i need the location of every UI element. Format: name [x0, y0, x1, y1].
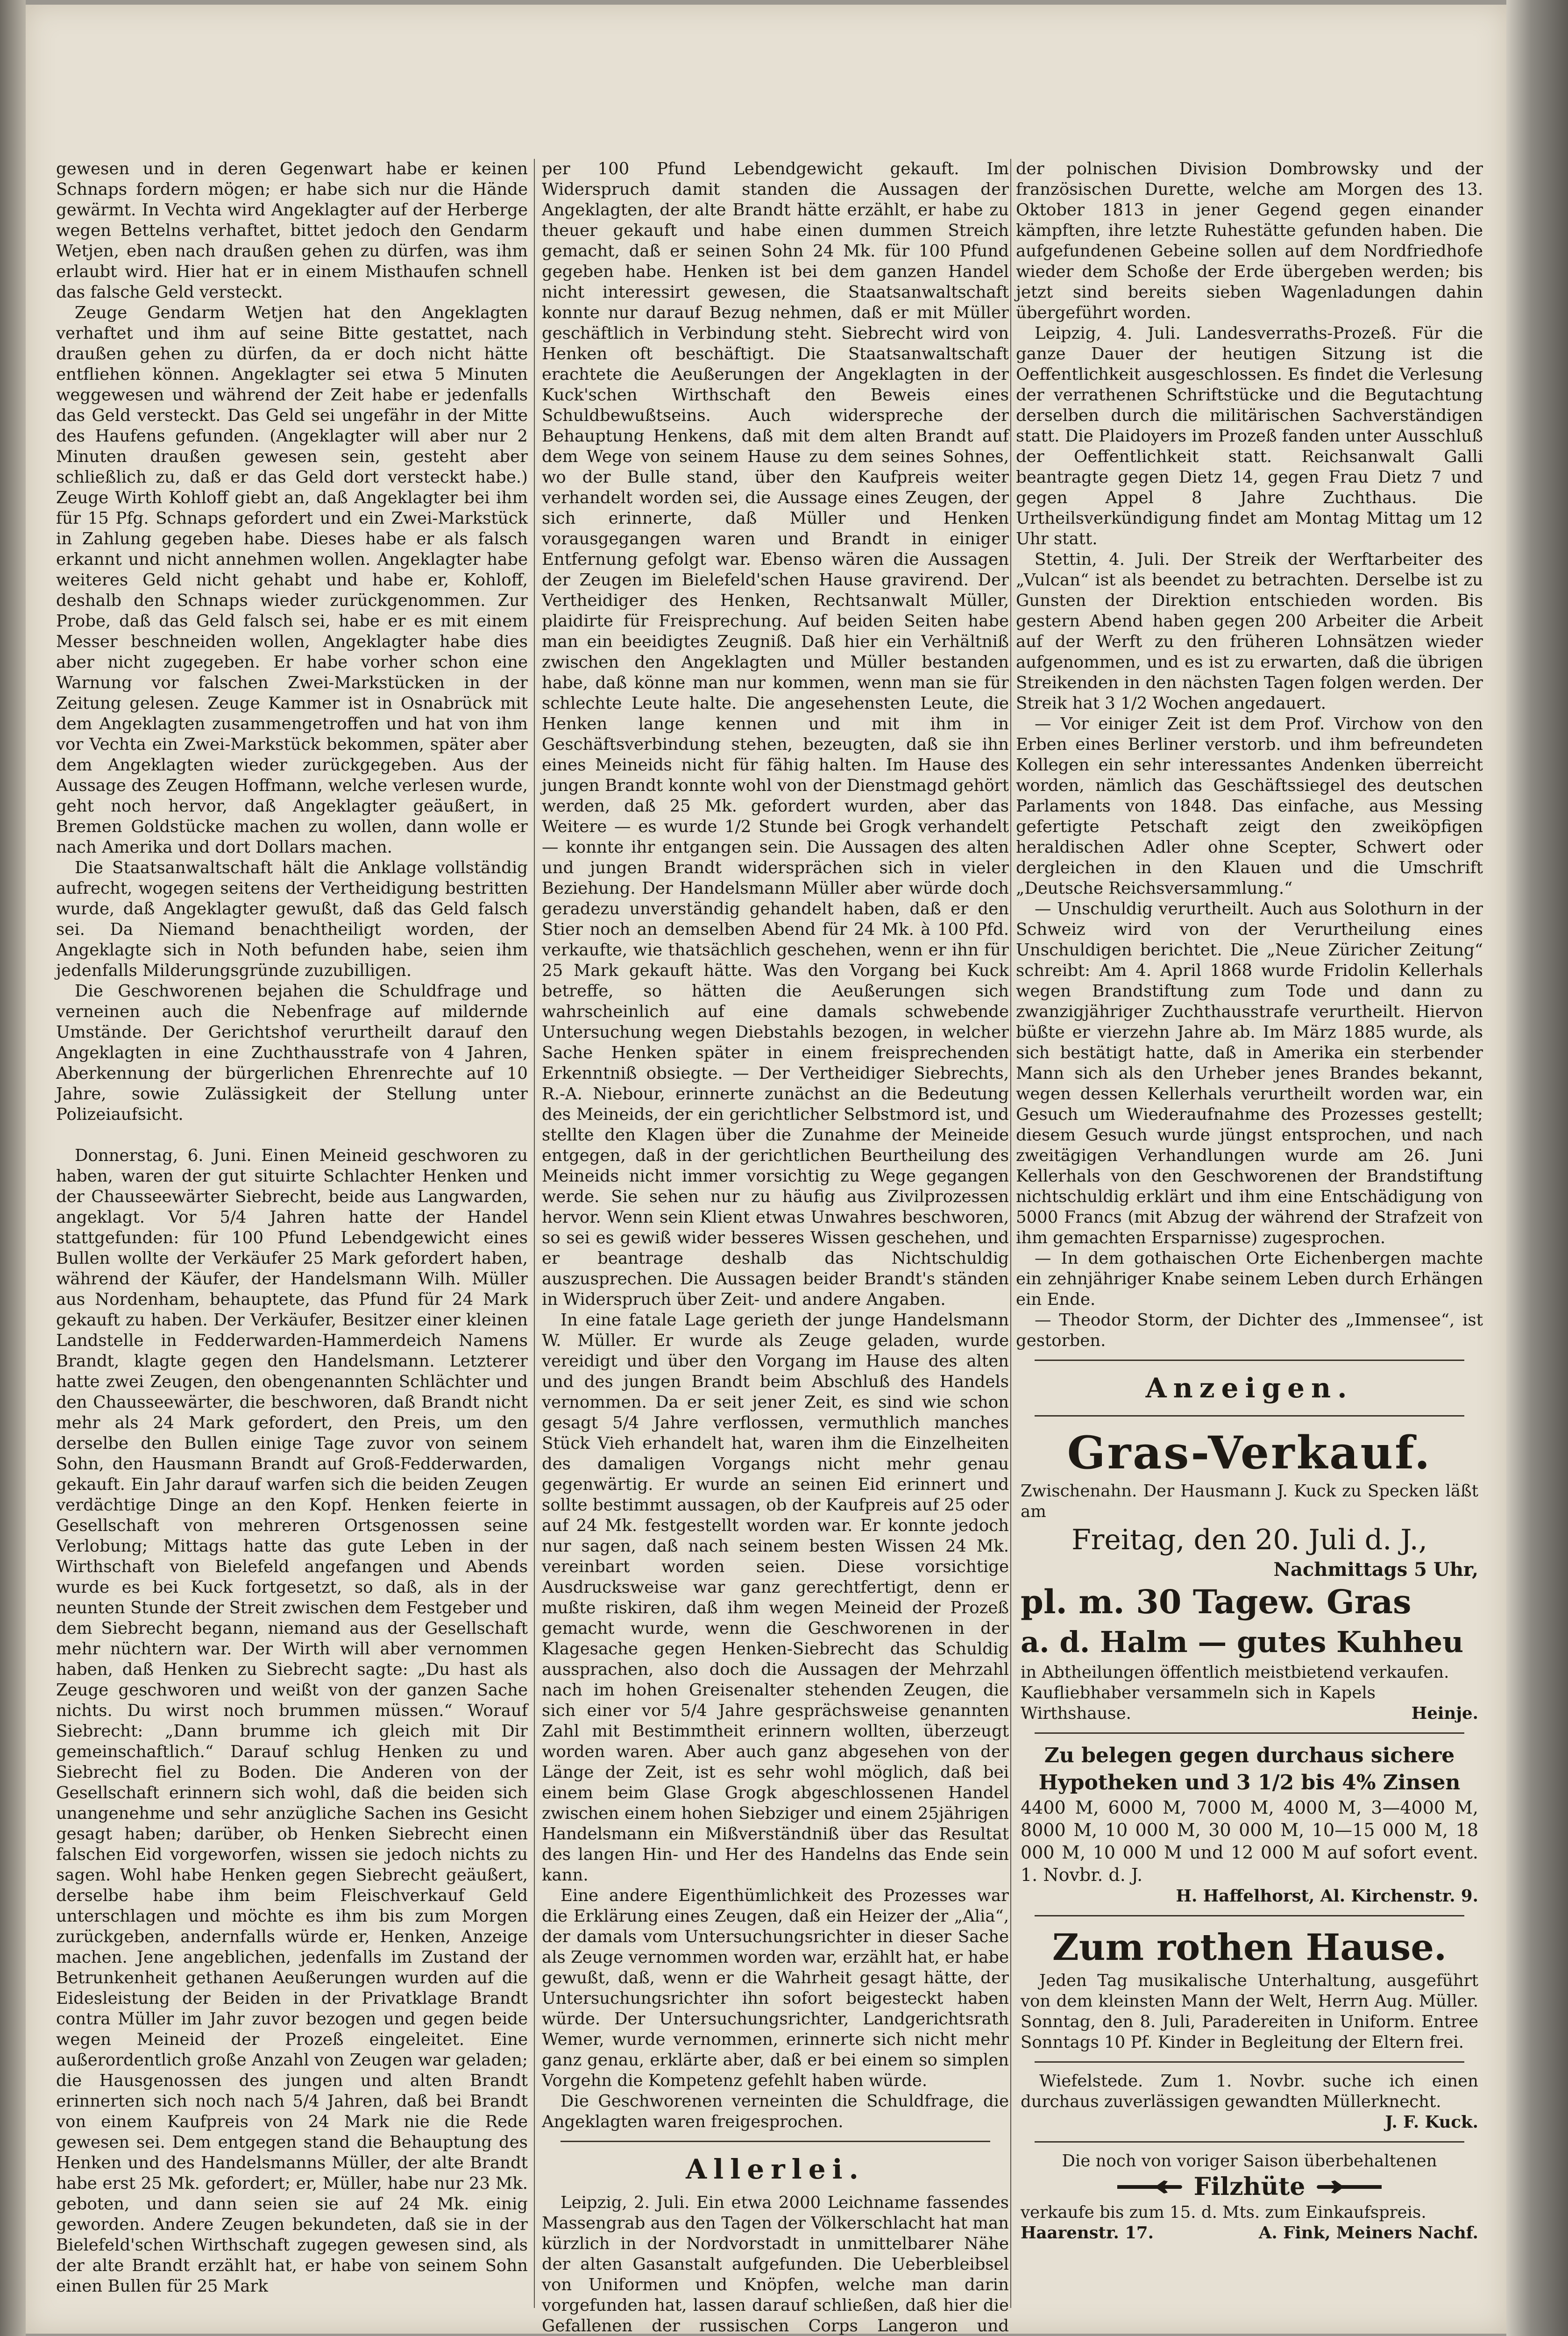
section-divider	[1035, 1360, 1464, 1361]
article-paragraph: Leipzig, 4. Juli. Landesverraths-Prozeß. Für die ganze Dauer der heutigen Sitzung ist die Oeffentlichkeit ausgeschlossen. Es findet die Verlesung der verrathenen Schriftstücke und die Begutachtung derselben durch die militärischen Sachverständigen statt. Die Plaidoyers im Prozeß fanden unter Ausschluß der Oeffentlichkeit statt. Reichsanwalt Galli beantragte gegen Dietz 14, gegen Frau Dietz 7 und gegen Appel 8 Jahre Zuchthaus. Die Urtheilsverkündigung findet am Montag Mittag um 12 Uhr statt.	[1016, 324, 1483, 548]
ad-body: 4400 M, 6000 M, 7000 M, 4000 M, 3—4000 M, 8000 M, 10 000 M, 30 000 M, 10—15 000 M, 18 000 M, 10 000 M und 12 000 M auf sofort event. 1. Novbr. d. J.	[1021, 1797, 1478, 1885]
binding-edge	[1506, 0, 1568, 2336]
pointing-hand-icon	[1313, 2177, 1384, 2197]
ad-time: Nachmittags 5 Uhr,	[1273, 1559, 1478, 1581]
article-paragraph: Donnerstag, 6. Juni. Einen Meineid geschworen zu haben, waren der gut situirte Schlachter Henken und der Chausseewärter Siebrecht, beide aus Langwarden, angeklagt. Vor 5/4 Jahren hatte der Handel stattgefunden: für 100 Pfund Lebendgewicht eines Bullen wollte der Verkäufer 25 Mark gefordert haben, während der Käufer, der Handelsmann Wilh. Müller aus Nordenham, behauptete, das Pfund für 24 Mark gekauft zu haben. Der Verkäufer, Besitzer einer kleinen Landstelle in Fedderwarden-Hammerdeich Namens Brandt, klagte gegen den Handelsmann. Letzterer hatte zwei Zeugen, den obengenannten Schlächter und den Chausseewärter, die beschworen, daß Brandt nicht mehr als 24 Mark gefordert, den Preis, um den derselbe den Bullen einige Tage zuvor von seinem Sohn, den Hausmann Brandt auf Groß-Fedderwarden, gekauft. Ein Jahr darauf warfen sich die beiden Zeugen verdächtige Dinge an den Kopf. Henken feierte in Gesellschaft von mehreren Ortsgenossen seine Verlobung; Mittags hatte das gute Leben in der Wirthschaft von Bielefeld angefangen und Abends wurde es bei Kuck fortgesetzt, so daß, als in der neunten Stunde der Streit zwischen dem Festgeber und dem Siebrecht begann, niemand aus der Gesellschaft mehr nüchtern war. Der Wirth will aber vernommen haben, daß Henken zu Siebrecht sagte: „Du hast als Zeuge geschworen und weißt von der ganzen Sache nichts. Du wirst noch brummen müssen.“ Worauf Siebrecht: „Dann brumme ich gleich mit Dir gemeinschaftlich.“ Darauf schlug Henken zu und Siebrecht fiel zu Boden. Die Anderen von der Gesellschaft erinnern sich wohl, daß die beiden sich unangenehme und sehr anzügliche Sachen ins Gesicht gesagt haben; darüber, ob Henken Siebrecht einen falschen Eid vorgeworfen, wissen sie jedoch nichts zu sagen. Wohl habe Henken gegen Siebrecht geäußert, derselbe habe ihm beim Fleischverkauf Geld unterschlagen und möchte es ihm bis zum Morgen zurückgeben, andernfalls würde er, Henken, Anzeige machen. Jene angeblichen, jedenfalls im Zustand der Betrunkenheit gethanen Aeußerungen wurden auf die Eidesleistung der Beiden in der Privatklage Brandt contra Müller im Jahr zuvor bezogen und gegen beide wegen Meineid der Prozeß eingeleitet. Eine außerordentlich große Anzahl von Zeugen war geladen; die Hausgenossen des jungen und alten Brandt erinnerten sich noch nach 5/4 Jahren, daß bei Brandt von einem Kaufpreis von 24 Mark nie die Rede gewesen sei. Dem entgegen stand die Behauptung des Henken und des Handelsmanns Müller, der alte Brandt habe erst 25 Mk. gefordert; er, Müller, habe nur 23 Mk. geboten, und dann seien sie auf 24 Mk. einig geworden. Andere Zeugen bekundeten, daß sie in der Bielefeld'schen Wirthschaft zugegen gewesen sind, als der alte Brandt erzählt hat, er habe von seinem Sohn einen Bullen für 25 Mark	[56, 1146, 528, 2296]
article-paragraph: Die Staatsanwaltschaft hält die Anklage vollständig aufrecht, wogegen seitens der Vertheidigung bestritten wurde, daß Angeklagter gewußt, daß das Geld falsch sei. Da Niemand benachtheiligt worden, der Angeklagte sich in Noth befunden habe, seien ihm jedenfalls Milderungsgründe zuzubilligen.	[56, 858, 528, 980]
ad-title: Gras-Verkauf.	[1067, 1426, 1432, 1479]
column-divider	[1010, 159, 1011, 2308]
column-1	[56, 159, 528, 2299]
article-paragraph: Die Geschworenen verneinten die Schuldfrage, die Angeklagten waren freigesprochen.	[542, 2092, 1009, 2131]
ad-title: Filzhüte	[1193, 2172, 1305, 2201]
article-paragraph: Eine andere Eigenthümlichkeit des Prozesses war die Erklärung eines Zeugen, daß ein Heizer der „Alia“, der damals vom Untersuchungsrichter in dieser Sache als Zeuge vernommen worden war, erzählt hat, er habe gewußt, daß, wenn er die Wahrheit gesagt hätte, der Untersuchungsrichter ihn sofort beigesteckt haben würde. Der Untersuchungsrichter, Landgerichtsrath Wemer, wurde vernommen, erinnerte sich nicht mehr ganz genau, erklärte aber, daß er bei einem so simplen Vorgehn die Kompetenz gefehlt haben würde.	[542, 1886, 1009, 2090]
column-3	[1016, 159, 1483, 2299]
advertisement-filzhuete	[1016, 2151, 1483, 2243]
article-paragraph: Stettin, 4. Juli. Der Streik der Werftarbeiter des „Vulcan“ ist als beendet zu betrachten. Derselbe ist zu Gunsten der Direktion entschieden worden. Bis gestern Abend haben gegen 200 Arbeiter die Arbeit auf der Werft zu den früheren Lohnsätzen wieder aufgenommen, und es ist zu erwarten, daß die übrigen Streikenden in den nächsten Tagen folgen werden. Der Streik hat 3 1/2 Wochen angedauert.	[1016, 550, 1483, 713]
ad-line: a. d. Halm — gutes Kuhheu	[1021, 1625, 1464, 1659]
ad-footer	[1021, 1683, 1478, 1724]
section-heading-allerlei: Allerlei.	[686, 2153, 865, 2185]
article-paragraph: — Unschuldig verurtheilt. Auch aus Solothurn in der Schweiz wird von der Verurtheilung eines Unschuldigen berichtet. Die „Neue Züricher Zeitung“ schreibt: Am 4. April 1868 wurde Fridolin Kellerhals wegen Brandstiftung zum Tode und dann zu zwanzigjähriger Zuchthausstrafe verurtheilt. Hiervon büßte er vierzehn Jahre ab. Im März 1885 wurde, als sich bestätigt hatte, daß in Amerika ein sterbender Mann sich als den Urheber jenes Brandes bekannt, wegen dessen Kellerhals verurtheilt worden war, ein Gesuch um Wiederaufnahme des Prozesses gestellt; diesem Gesuch wurde jüngst entsprochen, und nach zweitägigen Verhandlungen wurde am 26. Juni Kellerhals von den Geschworenen der Brandstiftung nichtschuldig erklärt und ihm eine Entschädigung von 5000 Francs (mit Abzug der während der Strafzeit von ihm gemachten Ersparnisse) zugesprochen.	[1016, 899, 1483, 1247]
ad-title: Zu belegen gegen durchaus sichere Hypotheken und 3 1/2 bis 4% Zinsen	[1038, 1744, 1461, 1795]
article-paragraph: Leipzig, 2. Juli. Ein etwa 2000 Leichname fassendes Massengrab aus den Tagen der Völkerschlacht hat man kürzlich in der Nordvorstadt in unmittelbarer Nähe der alten Gasanstalt aufgefunden. Die Ueberbleibsel von Uniformen und Knöpfen, welche man darin vorgefunden hat, lassen darauf schließen, daß hier die Gefallenen der russischen Corps Langeron und	[542, 2193, 1009, 2336]
article-paragraph: gewesen und in deren Gegenwart habe er keinen Schnaps fordern mögen; er habe sich nur die Hände gewärmt. In Vechta wird Angeklagter auf der Herberge wegen Bettelns verhaftet, bittet jedoch den Gendarm Wetjen, eben nach draußen gehen zu dürfen, was ihm erlaubt wird. Hier hat er in einem Misthaufen schnell das falsche Geld versteckt.	[56, 159, 528, 302]
pointing-hand-icon	[1115, 2177, 1185, 2197]
column-2	[542, 159, 1009, 2336]
section-divider	[1035, 2141, 1464, 2143]
ad-title: Zum rothen Hause.	[1052, 1926, 1447, 1969]
ad-intro: Zwischenahn. Der Hausmann J. Kuck zu Specken läßt am	[1021, 1481, 1478, 1521]
ad-body: verkaufe bis zum 15. d. Mts. zum Einkaufspreis.	[1021, 2203, 1426, 2222]
advertisement-hypotheken	[1016, 1742, 1483, 1907]
article-paragraph: der polnischen Division Dombrowsky und der französischen Durette, welche am Morgen des 13. Oktober 1813 in jener Gegend gegen einander kämpften, ihre letzte Ruhestätte gefunden haben. Die aufgefundenen Gebeine sollen auf dem Nordfriedhofe wieder dem Schoße der Erde übergeben werden; bis jetzt sind bereits sieben Wagenladungen dahin übergeführt worden.	[1016, 159, 1483, 322]
article-paragraph: In eine fatale Lage gerieth der junge Handelsmann W. Müller. Er wurde als Zeuge geladen, wurde vereidigt und über den Vorgang im Hause des alten und des jungen Brandt beim Abschluß des Handels vernommen. Da er seit jener Zeit, es sind wie schon gesagt 5/4 Jahre verflossen, vermuthlich manches Stück Vieh erhandelt hat, waren ihm die Einzelheiten des damaligen Vorgangs nicht mehr genau gegenwärtig. Er wurde an seinen Eid erinnert und sollte bestimmt aussagen, ob der Kaufpreis auf 25 oder auf 24 Mk. festgestellt worden war. Er konnte jedoch nur sagen, daß nach seinem besten Wissen 24 Mk. vereinbart worden seien. Diese vorsichtige Ausdrucksweise war ganz gerechtfertigt, denn er mußte riskiren, daß ihm wegen Meineid der Prozeß gemacht wurde, wenn die Geschworenen in der Klagesache gegen Henken-Siebrecht das Schuldig aussprachen, also doch die Aussagen der Mehrzahl nach im hohen Greisenalter stehenden Zeugen, die sich einer vor 5/4 Jahre gesprächsweise genannten Zahl mit Bestimmtheit erinnern wollten, überzeugt worden waren. Aber auch ganz abgesehen von der Länge der Zeit, ist es sehr wohl möglich, daß bei einem beim Glase Grogk abgeschlossenen Handel zwischen einem hohen Siebziger und einem 25jährigen Handelsmann ein Mißverständniß über das Resultat des langen Hin- und Her des Handelns das Ende sein kann.	[542, 1310, 1009, 1885]
advertisement-muellerknecht	[1016, 2071, 1483, 2133]
section-divider	[1035, 2061, 1464, 2063]
article-paragraph: per 100 Pfund Lebendgewicht gekauft. Im Widerspruch damit standen die Aussagen der Angeklagten, der alte Brandt hätte erzählt, er habe zu theuer gekauft und habe einen dummen Streich gemacht, daß er seinen Sohn 24 Mk. für 100 Pfund gegeben habe. Henken ist bei dem ganzen Handel nicht interessirt gewesen, die Staatsanwaltschaft konnte nur darauf Bezug nehmen, daß er mit Müller geschäftlich in Verbindung steht. Siebrecht wird von Henken oft beschäftigt. Die Staatsanwaltschaft erachtete die Aeußerungen der Angeklagten in der Kuck'schen Wirthschaft den Beweis eines Schuldbewußtseins. Auch widerspreche der Behauptung Henkens, daß mit dem alten Brandt auf dem Wege von seinem Hause zu dem seines Sohnes, wo der Bulle stand, über den Kaufpreis weiter verhandelt worden sei, die Aussage eines Zeugen, der sich erinnerte, daß Müller und Henken vorausgegangen waren und Brandt in einiger Entfernung gefolgt war. Ebenso wären die Aussagen der Zeugen im Bielefeld'schen Hause gravirend. Der Vertheidiger des Henken, Rechtsanwalt Müller, plaidirte für Freisprechung. Auf beiden Seiten habe man ein beeidigtes Zeugniß. Daß hier ein Verhältniß zwischen den Angeklagten und Müller bestanden habe, daß könne man nur kommen, wenn man sie für schlechte Leute halte. Die angesehensten Leute, die Henken lange kennen und mit ihm in Geschäftsverbindung stehen, bezeugten, daß sie ihn eines Meineids nicht für fähig halten. Im Hause des jungen Brandt konnte wohl von der Dienstmagd gehört werden, daß 25 Mk. gefordert wurden, aber das Weitere — es wurde 1/2 Stunde bei Grogk verhandelt — konnte ihr entgangen sein. Die Aussagen des alten und jungen Brandt widersprächen sich in vieler Beziehung. Der Handelsmann Müller aber würde doch geradezu unverständig gehandelt haben, daß er den Stier noch an demselben Abend für 24 Mk. à 100 Pfd. verkaufte, wie thatsächlich geschehen, wenn er ihn für 25 Mark gekauft hätte. Was den Vorgang bei Kuck betreffe, so hätten die Aeußerungen sich wahrscheinlich auf eine damals schwebende Untersuchung wegen Diebstahls bezogen, in welcher Sache Henken später in einem freisprechenden Erkenntniß obsiegte. — Der Vertheidiger Siebrechts, R.-A. Niebour, erinnerte zunächst an die Bedeutung des Meineids, der ein gerichtlicher Selbstmord ist, und stellte den Klagen über die Zunahme der Meineide entgegen, daß in der gerichtlichen Beurtheilung des Meineids nicht immer vorsichtig zu Wege gegangen werde. Sie sehen nur zu häufig aus Zivilprozessen hervor. Wenn sein Klient etwas Unwahres beschworen, so sei es gewiß wider besseres Wissen geschehen, und er beantrage deshalb das Nichtschuldig auszusprechen. Die Aussagen beider Brandt's ständen in Widerspruch über Zeit- und andere Angaben.	[542, 159, 1009, 1309]
ad-body: Wiefelstede. Zum 1. Novbr. suche ich einen durchaus zuverlässigen gewandten Müllerknecht.	[1021, 2072, 1478, 2111]
ad-intro: Die noch von voriger Saison überbehaltenen	[1062, 2151, 1437, 2171]
ad-body: Jeden Tag musikalische Unterhaltung, ausgeführt von dem kleinsten Mann der Welt, Herrn Aug. Müller. Sonntag, den 8. Juli, Paradereiten in Uniform. Entree Sonntags 10 Pf. Kinder in Begleitung der Eltern frei.	[1021, 1971, 1478, 2052]
ad-body: in Abtheilungen öffentlich meistbietend verkaufen.	[1021, 1663, 1449, 1682]
column-divider	[534, 159, 535, 2308]
section-divider	[1035, 1415, 1464, 1417]
section-divider	[1035, 1915, 1464, 1916]
ad-title-row	[1021, 2172, 1478, 2202]
ad-footer	[1021, 2223, 1478, 2243]
section-heading-anzeigen: Anzeigen.	[1145, 1372, 1354, 1404]
advertisement-gras-verkauf	[1016, 1425, 1483, 1724]
article-paragraph: — In dem gothaischen Orte Eichenbergen machte ein zehnjähriger Knabe seinem Leben durch Erhängen ein Ende.	[1016, 1249, 1483, 1309]
section-divider	[561, 2141, 990, 2142]
article-paragraph: Zeuge Gendarm Wetjen hat den Angeklagten verhaftet und ihm auf seine Bitte gestattet, nach draußen gehen zu dürfen, da er doch nicht hätte entfliehen können. Angeklagter sei etwa 5 Minuten weggewesen und während der Zeit habe er jedenfalls das Geld versteckt. Das Geld sei ungefähr in der Mitte des Haufens gefunden. (Angeklagter will aber nur 2 Minuten draußen gewesen sein, gesteht aber schließlich zu, daß er das Geld dort versteckt habe.) Zeuge Wirth Kohloff giebt an, daß Angeklagter bei ihm für 15 Pfg. Schnaps gefordert und ein Zwei-Markstück in Zahlung gegeben habe. Dieses habe er als falsch erkannt und nicht annehmen wollen. Angeklagter habe weiteres Geld nicht gehabt und habe er, Kohloff, deshalb den Schnaps wieder zurückgenommen. Zur Probe, daß das Geld falsch sei, habe er es mit einem Messer beschneiden wollen, Angeklagter habe dies aber nicht zugegeben. Er habe vorher schon eine Warnung vor falschen Zwei-Markstücken in der Zeitung gelesen. Zeuge Kammer ist in Osnabrück mit dem Angeklagten zusammengetroffen und hat von ihm vor Vechta ein Zwei-Markstück bekommen, später aber dem Angeklagten wieder zurückgegeben. Aus der Aussage des Zeugen Hoffmann, welche verlesen wurde, geht noch hervor, daß Angeklagter geäußert, in Bremen Goldstücke machen zu wollen, dann wolle er nach Amerika und dort Dollars machen.	[56, 303, 528, 857]
advertisement-rothen-hause	[1016, 1925, 1483, 2053]
ad-signature: A. Fink, Meiners Nachf.	[1258, 2223, 1478, 2243]
article-paragraph: — Theodor Storm, der Dichter des „Immensee“, ist gestorben.	[1016, 1310, 1483, 1350]
ad-signature: J. F. Kuck.	[1385, 2113, 1478, 2132]
ad-line: pl. m. 30 Tagew. Gras	[1021, 1582, 1412, 1621]
adjacent-page-edge	[0, 0, 26, 2336]
ad-date: Freitag, den 20. Juli d. J.,	[1071, 1524, 1427, 1556]
article-paragraph: — Vor einiger Zeit ist dem Prof. Virchow von den Erben eines Berliner verstorb. und ihm befreundeten Kollegen ein sehr interessantes Andenken überreicht worden, nämlich das Geschäftssiegel des deutschen Parlaments von 1848. Das einfache, aus Messing gefertigte Petschaft zeigt den zweiköpfigen heraldischen Adler ohne Scepter, Schwert oder dergleichen in den Klauen und die Umschrift „Deutsche Reichsversammlung.“	[1016, 714, 1483, 898]
article-paragraph: Die Geschworenen bejahen die Schuldfrage und verneinen auch die Nebenfrage auf mildernde Umstände. Der Gerichtshof verurtheilt darauf den Angeklagten in eine Zuchthausstrafe von 4 Jahren, Aberkennung der bürgerlichen Ehrenrechte auf 10 Jahre, sowie Zulässigkeit der Stellung unter Polizeiaufsicht.	[56, 982, 528, 1124]
ad-signature: H. Haffelhorst, Al. Kirchenstr. 9.	[1176, 1887, 1478, 1906]
section-divider	[1035, 1732, 1464, 1734]
ad-footer-left: Kaufliebhaber versammeln sich in Kapels Wirthshause.	[1021, 1683, 1376, 1723]
ad-signature: Heinje.	[1411, 1704, 1478, 1723]
ad-address: Haarenstr. 17.	[1021, 2223, 1154, 2243]
